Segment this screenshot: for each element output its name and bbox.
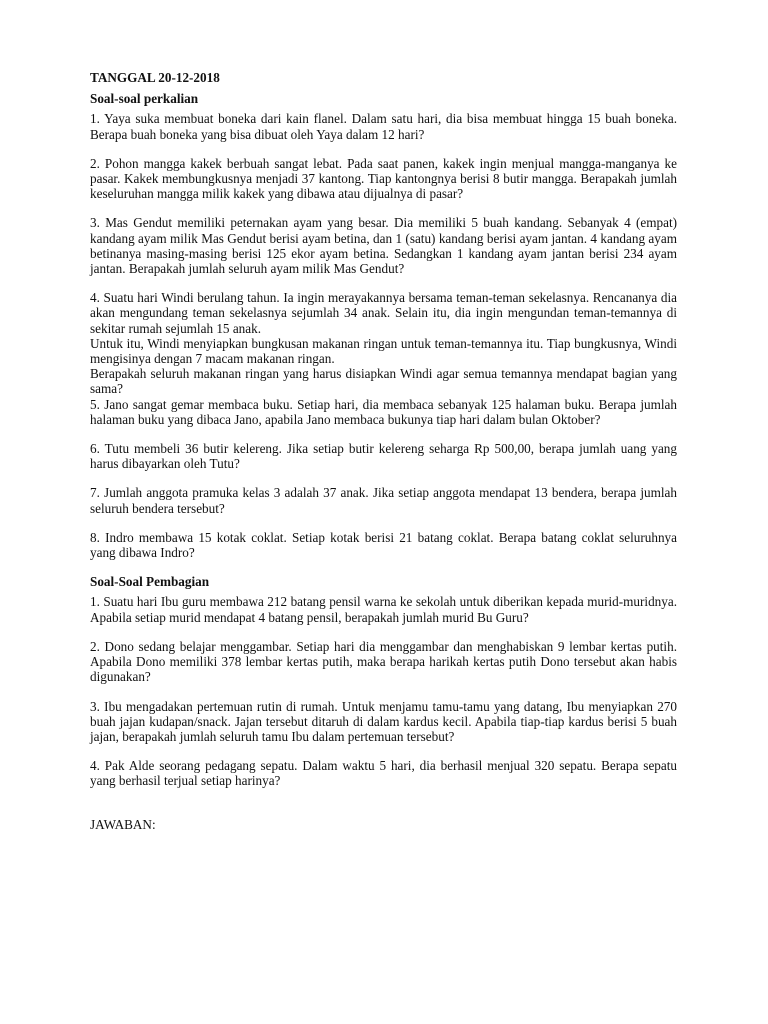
question-multiplication-7: 7. Jumlah anggota pramuka kelas 3 adalah 37 anak. Jika setiap anggota mendapat 13 bendera, berapa jumlah seluruh bendera tersebut? — [90, 485, 677, 516]
question-multiplication-4-ask: Berapakah seluruh makanan ringan yang harus disiapkan Windi agar semua temannya mendapat bagian yang sama? — [90, 366, 677, 397]
question-multiplication-1: 1. Yaya suka membuat boneka dari kain flanel. Dalam satu hari, dia bisa membuat hingga 15 buah boneka. Berapa buah boneka yang bisa dibuat oleh Yaya dalam 12 hari? — [90, 111, 677, 142]
date-heading: TANGGAL 20-12-2018 — [90, 70, 220, 85]
question-multiplication-4: 4. Suatu hari Windi berulang tahun. Ia ingin merayakannya bersama teman-teman sekelasnya. Rencananya dia akan mengundang teman sekelasnya sejumlah 34 anak. Selain itu, dia ingin mengundan teman-temannya di sekitar rumah sejumlah 15 anak. — [90, 290, 677, 336]
question-multiplication-4-continued: Untuk itu, Windi menyiapkan bungkusan makanan ringan untuk teman-temannya itu. Tiap bungkusnya, Windi mengisinya dengan 7 macam makanan ringan. — [90, 335, 677, 367]
question-division-3: 3. Ibu mengadakan pertemuan rutin di rumah. Untuk menjamu tamu-tamu yang datang, Ibu menyiapkan 270 buah jajan kudapan/snack. Jajan tersebut ditaruh di dalam kardus kecil. Apabila tiap-tiap kardus berisi 5 buah jajan, berapakah jumlah seluruh tamu Ibu dalam pertemuan tersebut? — [90, 698, 677, 744]
question-multiplication-6: 6. Tutu membeli 36 butir kelereng. Jika setiap butir kelereng seharga Rp 500,00, berapa jumlah uang yang harus dibayarkan oleh Tutu? — [90, 441, 677, 472]
section-title-multiplication: Soal-soal perkalian — [90, 91, 199, 107]
document-page — [90, 70, 677, 832]
question-division-2: 2. Dono sedang belajar menggambar. Setiap hari dia menggambar dan menghabiskan 9 lembar kertas putih. Apabila Dono memiliki 378 lembar kertas putih, maka berapa harikah kertas putih Dono tersebut akan habis digunakan? — [90, 638, 677, 685]
answer-label: JAWABAN: — [90, 816, 156, 832]
question-division-4: 4. Pak Alde seorang pedagang sepatu. Dalam waktu 5 hari, dia berhasil menjual 320 sepatu. Berapa sepatu yang berhasil terjual setiap harinya? — [90, 758, 677, 789]
question-division-1: 1. Suatu hari Ibu guru membawa 212 batang pensil warna ke sekolah untuk diberikan kepada murid-muridnya. Apabila setiap murid mendapat 4 batang pensil, berapakah jumlah murid Bu Guru? — [90, 594, 677, 625]
question-multiplication-3: 3. Mas Gendut memiliki peternakan ayam yang besar. Dia memiliki 5 buah kandang. Sebanyak 4 (empat) kandang ayam milik Mas Gendut berisi ayam betina, dan 1 (satu) kandang berisi ayam jantan. 4 kandang ayam betinanya masing-masing berisi 125 ekor ayam betina. Sedangkan 1 kandang ayam jantan berisi 234 ayam jantan. Berapakah jumlah seluruh ayam milik Mas Gendut? — [90, 215, 677, 277]
question-multiplication-8: 8. Indro membawa 15 kotak coklat. Setiap kotak berisi 21 batang coklat. Berapa batang coklat seluruhnya yang dibawa Indro? — [90, 529, 677, 561]
question-multiplication-5: 5. Jano sangat gemar membaca buku. Setiap hari, dia membaca sebanyak 125 halaman buku. Berapa jumlah halaman buku yang dibaca Jano, apabila Jano membaca bukunya tiap hari dalam bulan Oktober? — [90, 396, 677, 427]
section-title-division: Soal-Soal Pembagian — [90, 574, 210, 590]
question-multiplication-2: 2. Pohon mangga kakek berbuah sangat lebat. Pada saat panen, kakek ingin menjual mangga-manganya ke pasar. Kakek membungkusnya menjadi 37 kantong. Tiap kantongnya berisi 8 butir mangga. Berapakah jumlah keseluruhan mangga milik kakek yang dibawa atau dijualnya di pasar? — [90, 155, 677, 202]
